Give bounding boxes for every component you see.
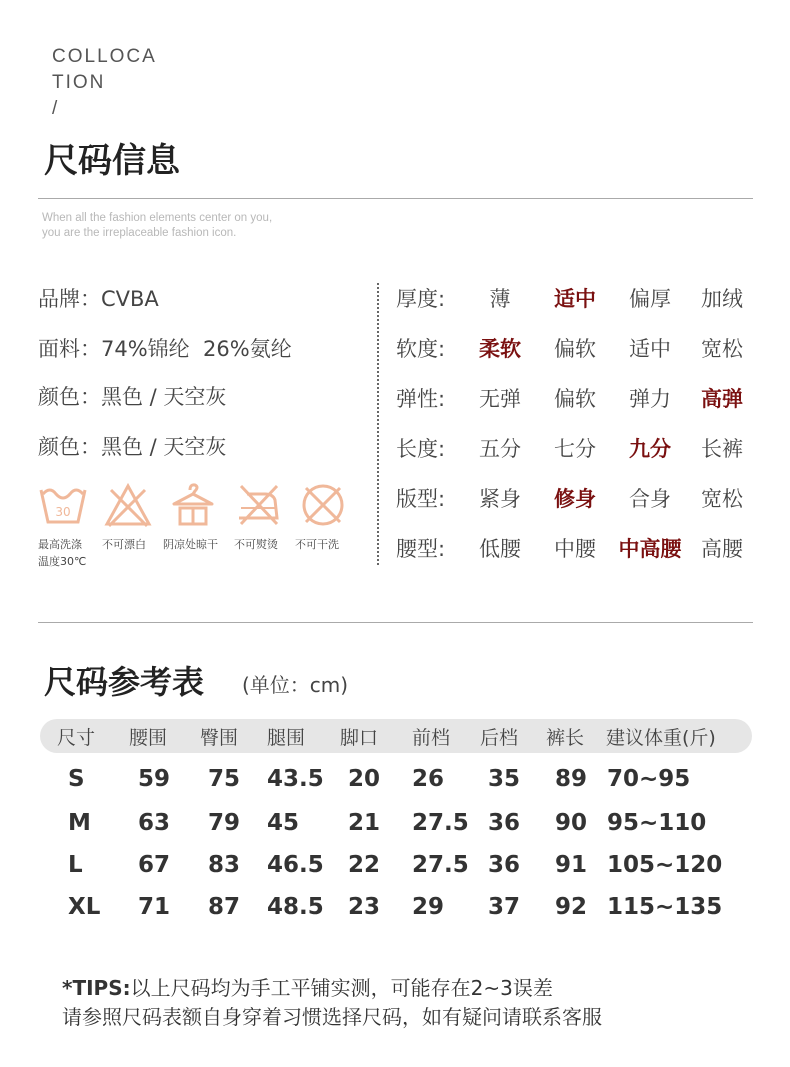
tips-prefix: *TIPS:: [62, 976, 131, 1000]
table-cell: 105~120: [607, 852, 723, 878]
table-cell: 95~110: [607, 810, 707, 836]
table-cell: 92: [555, 894, 588, 920]
table-cell: 83: [208, 852, 241, 878]
attribute-label: 软度:: [396, 337, 446, 361]
table-cell: 45: [267, 810, 300, 836]
attribute-option: 七分: [554, 437, 596, 461]
collocation-line-1: COLLOCA: [52, 46, 157, 67]
attribute-option: 合身: [629, 487, 671, 511]
attribute-option: 薄: [489, 287, 511, 311]
care-label-hang-dry: 阴凉处晾干: [163, 538, 218, 551]
wash-temp-label: 30: [55, 505, 71, 519]
table-row-size: XL: [68, 894, 101, 920]
table-cell: 79: [208, 810, 241, 836]
attribute-label: 弹性:: [396, 387, 446, 411]
table-cell: 48.5: [267, 894, 324, 920]
table-header-cell: 前档: [412, 727, 451, 749]
no-bleach-icon: [103, 482, 153, 528]
attribute-label: 厚度:: [396, 287, 446, 311]
table-cell: 89: [555, 766, 588, 792]
table-cell: 59: [138, 766, 171, 792]
table-header-cell: 腰围: [129, 727, 168, 749]
tagline-line-1: When all the fashion elements center on you,: [42, 212, 273, 224]
attribute-option: 偏厚: [629, 287, 671, 311]
table-cell: 20: [348, 766, 381, 792]
table-header-cell: 建议体重(斤): [606, 727, 716, 749]
table-header-cell: 后档: [480, 727, 519, 749]
table-cell: 43.5: [267, 766, 324, 792]
care-label-wash: [38, 536, 86, 570]
table-cell: 67: [138, 852, 171, 878]
attribute-option: 无弹: [479, 387, 521, 411]
table-cell: 37: [488, 894, 521, 920]
care-label-wash-line-2: 温度30℃: [38, 555, 87, 568]
attribute-option-selected: 适中: [554, 287, 596, 311]
table-cell: 23: [348, 894, 381, 920]
attribute-option: 加绒: [701, 287, 743, 311]
table-cell: 36: [488, 852, 521, 878]
care-label-no-iron: 不可熨烫: [234, 538, 278, 551]
table-cell: 63: [138, 810, 171, 836]
page-title: 尺码信息: [44, 141, 180, 181]
attribute-option: 偏软: [554, 337, 596, 361]
no-dry-clean-icon: [298, 482, 348, 528]
care-label-wash-line-1: 最高洗涤: [38, 538, 82, 551]
size-table-unit: (单位：cm): [242, 673, 349, 697]
divider: [38, 622, 753, 623]
table-cell: 27.5: [412, 852, 469, 878]
table-row-size: S: [68, 766, 85, 792]
tips-line-2: 请参照尺码表额自身穿着习惯选择尺码，如有疑问请联系客服: [62, 1005, 602, 1029]
table-cell: 70~95: [607, 766, 691, 792]
table-cell: 21: [348, 810, 381, 836]
table-cell: 35: [488, 766, 521, 792]
wash-30-icon: [38, 482, 88, 528]
collocation-line-3: /: [52, 98, 60, 119]
tips-line-1: [62, 972, 553, 1001]
attribute-option: 宽松: [701, 487, 743, 511]
table-cell: 36: [488, 810, 521, 836]
attribute-option: 五分: [479, 437, 521, 461]
table-cell: 115~135: [607, 894, 723, 920]
collocation-label: [52, 44, 157, 122]
attribute-option: 长裤: [701, 437, 743, 461]
table-cell: 29: [412, 894, 445, 920]
table-cell: 71: [138, 894, 171, 920]
table-cell: 46.5: [267, 852, 324, 878]
table-header-cell: 脚口: [340, 727, 379, 749]
table-cell: 75: [208, 766, 241, 792]
collocation-line-2: TION: [52, 72, 106, 93]
attribute-option: 高腰: [701, 537, 743, 561]
table-cell: 90: [555, 810, 588, 836]
attribute-option: 中腰: [554, 537, 596, 561]
tips-text-1: 以上尺码均为手工平铺实测，可能存在2~3误差: [130, 976, 553, 1000]
table-header-cell: 尺寸: [57, 727, 96, 749]
table-cell: 26: [412, 766, 445, 792]
table-cell: 91: [555, 852, 588, 878]
divider: [38, 198, 753, 199]
attribute-option: 弹力: [629, 387, 671, 411]
attribute-option: 适中: [629, 337, 671, 361]
size-table-title: 尺码参考表: [44, 663, 205, 701]
no-iron-icon: [233, 482, 283, 528]
attribute-option: 低腰: [479, 537, 521, 561]
table-header-cell: 裤长: [546, 727, 585, 749]
attribute-option-selected: 高弹: [701, 387, 743, 411]
tagline: [42, 211, 272, 241]
table-cell: 27.5: [412, 810, 469, 836]
color-info: 颜色：黑色 / 天空灰: [38, 385, 227, 409]
care-label-no-dry-clean: 不可干洗: [295, 538, 339, 551]
table-cell: 87: [208, 894, 241, 920]
hang-dry-shade-icon: [168, 482, 218, 528]
attribute-label: 腰型:: [396, 537, 446, 561]
tagline-line-2: you are the irreplaceable fashion icon.: [42, 227, 237, 239]
attribute-label: 长度:: [396, 437, 446, 461]
attribute-option-selected: 中高腰: [618, 537, 682, 561]
table-header-cell: 臀围: [200, 727, 239, 749]
table-header-cell: 腿围: [267, 727, 306, 749]
attribute-option: 偏软: [554, 387, 596, 411]
table-row-size: L: [68, 852, 83, 878]
attribute-option: 宽松: [701, 337, 743, 361]
brand-info: 品牌：CVBA: [38, 287, 159, 311]
column-divider: [377, 283, 379, 565]
attribute-option-selected: 柔软: [479, 337, 521, 361]
attribute-option-selected: 九分: [629, 437, 671, 461]
attribute-label: 版型:: [396, 487, 446, 511]
care-label-no-bleach: 不可漂白: [102, 538, 146, 551]
fabric-info: 面料：74%锦纶 26%氨纶: [38, 337, 292, 361]
color-info-2: 颜色：黑色 / 天空灰: [38, 435, 227, 459]
attribute-option: 紧身: [479, 487, 521, 511]
table-cell: 22: [348, 852, 381, 878]
attribute-option-selected: 修身: [554, 487, 596, 511]
table-row-size: M: [68, 810, 91, 836]
